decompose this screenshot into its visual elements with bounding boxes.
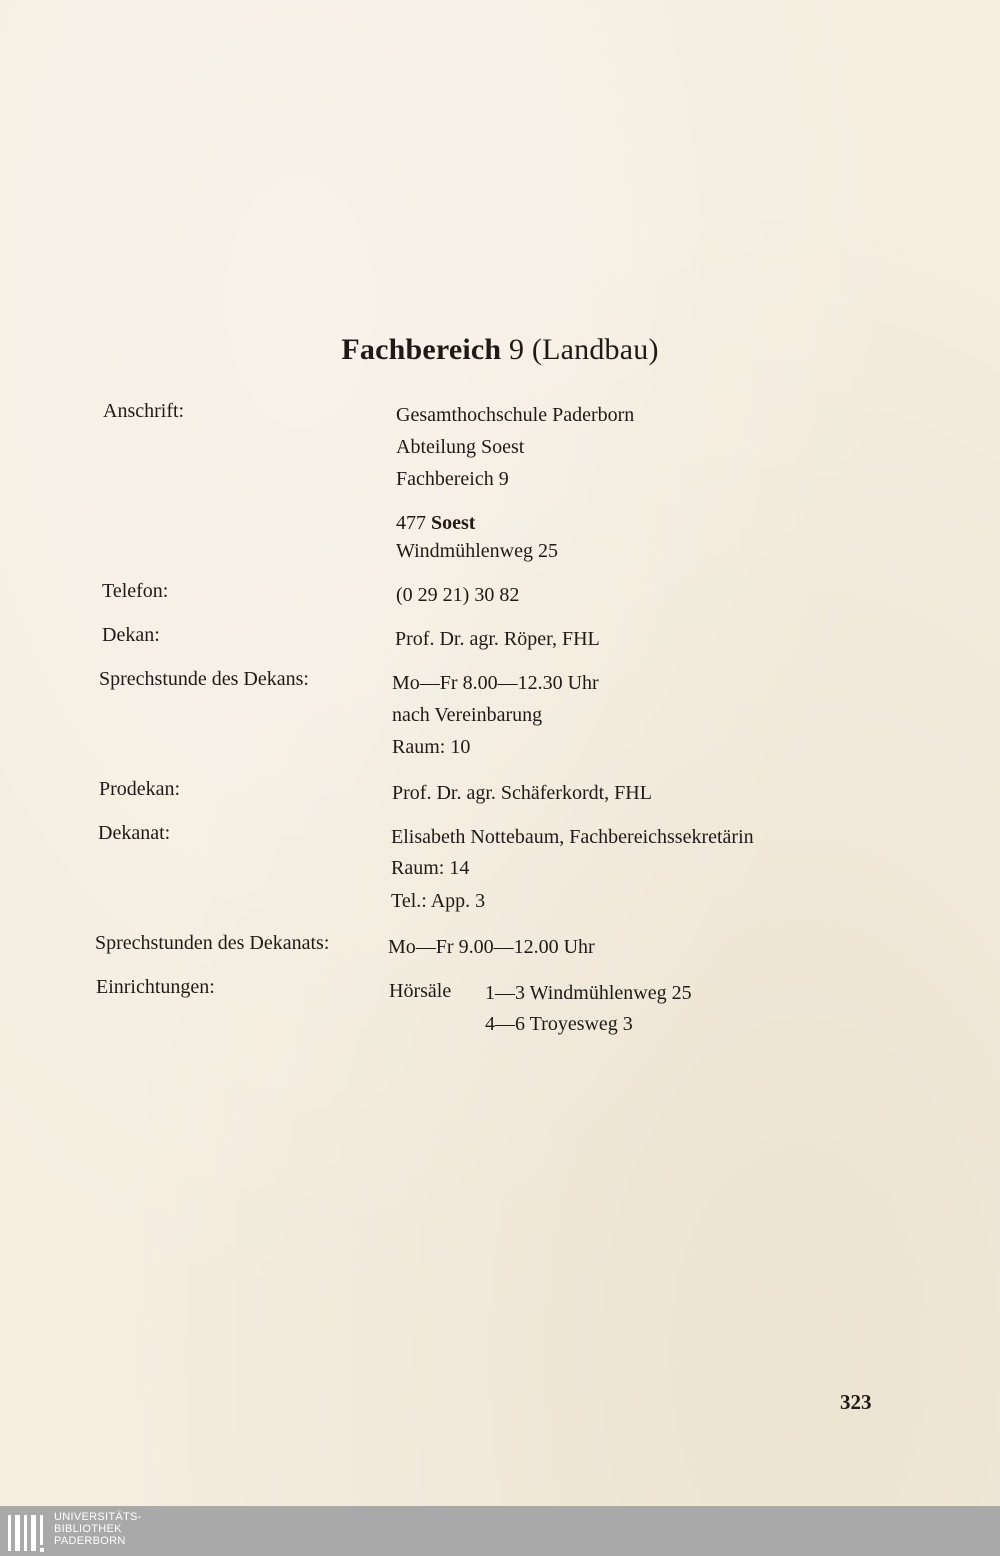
telefon-value: (0 29 21) 30 82 xyxy=(396,584,520,606)
dekanat-label: Dekanat: xyxy=(98,822,171,844)
einrichtungen-prefix: Hörsäle xyxy=(389,980,452,1002)
dekan-label: Dekan: xyxy=(102,624,160,646)
page-title xyxy=(0,333,1000,367)
sprechstunde-dekan-label: Sprechstunde des Dekans: xyxy=(99,668,309,690)
anschrift-zip: 477 xyxy=(396,512,426,534)
library-logo-icon xyxy=(6,1512,48,1554)
logo-line-2: BIBLIOTHEK xyxy=(54,1523,122,1535)
anschrift-city-line xyxy=(396,512,475,535)
title-rest: 9 (Landbau) xyxy=(509,333,659,366)
library-footer-bar xyxy=(0,1506,1000,1556)
sprechstunde-dekan-line-2: nach Vereinbarung xyxy=(392,704,543,726)
dekan-value: Prof. Dr. agr. Röper, FHL xyxy=(395,628,600,650)
page-number: 323 xyxy=(840,1390,872,1414)
anschrift-city: Soest xyxy=(431,512,476,534)
sprechstunde-dekan-line-1: Mo—Fr 8.00—12.30 Uhr xyxy=(392,672,599,694)
logo-line-3: PADERBORN xyxy=(54,1535,126,1547)
prodekan-label: Prodekan: xyxy=(99,778,181,800)
library-logo-text xyxy=(54,1511,142,1547)
prodekan-value: Prof. Dr. agr. Schäferkordt, FHL xyxy=(392,782,652,804)
sprechstunden-dekanat-value: Mo—Fr 9.00—12.00 Uhr xyxy=(388,936,595,958)
anschrift-line-2: Abteilung Soest xyxy=(396,436,525,458)
dekanat-line-3: Tel.: App. 3 xyxy=(391,890,486,912)
einrichtungen-label: Einrichtungen: xyxy=(96,976,215,998)
sprechstunden-dekanat-label: Sprechstunden des Dekanats: xyxy=(95,932,330,954)
telefon-label: Telefon: xyxy=(102,580,169,602)
logo-line-1: UNIVERSITÄTS- xyxy=(54,1511,142,1523)
anschrift-line-1: Gesamthochschule Paderborn xyxy=(396,404,635,426)
anschrift-label: Anschrift: xyxy=(103,400,185,422)
dekanat-line-2: Raum: 14 xyxy=(391,857,470,879)
title-bold: Fachbereich xyxy=(341,333,502,366)
einrichtungen-line-1: 1—3 Windmühlenweg 25 xyxy=(485,982,692,1004)
anschrift-line-3: Fachbereich 9 xyxy=(396,468,509,490)
dekanat-line-1: Elisabeth Nottebaum, Fachbereichssekretärin xyxy=(391,826,754,848)
anschrift-street: Windmühlenweg 25 xyxy=(396,540,558,562)
sprechstunde-dekan-line-3: Raum: 10 xyxy=(392,736,471,758)
einrichtungen-line-2: 4—6 Troyesweg 3 xyxy=(485,1013,633,1035)
